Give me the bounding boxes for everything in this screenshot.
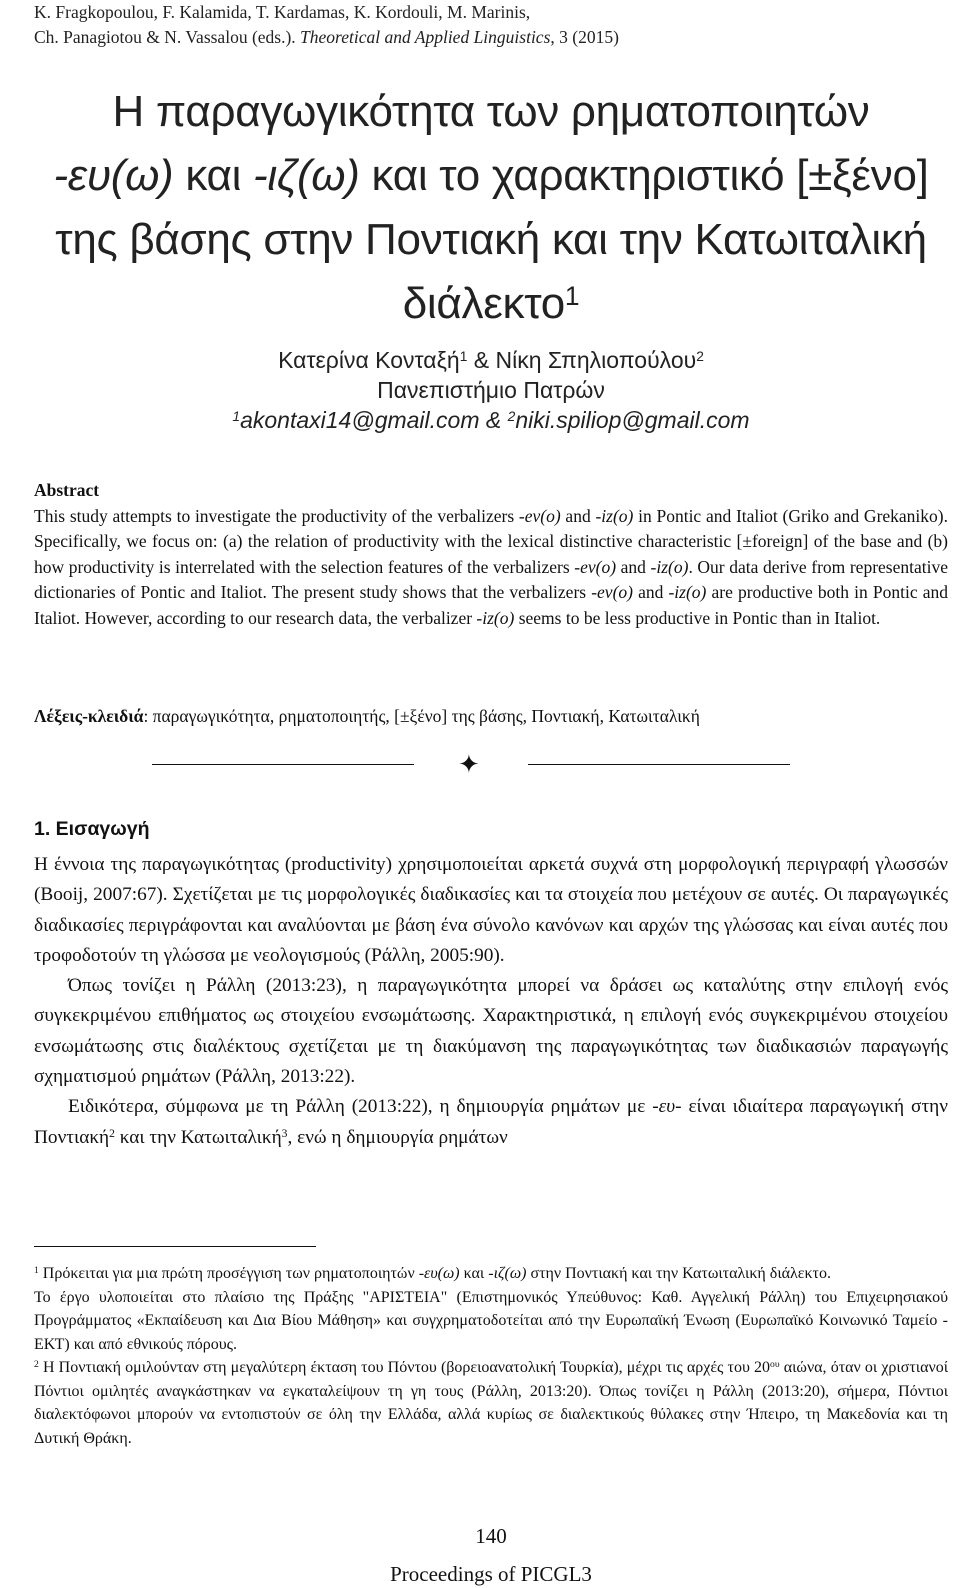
footnote-ref[interactable]: 2 <box>109 1126 115 1140</box>
abstract-segment: in Pontic and Italiot (Griko and Grekaniko). Specifically, we focus on: (a) the relation of productivity with the lexical distinctive characteristic [±foreign] of the base and (b) how productivity is interrelated with the selection features of the verbalizers <box>34 505 948 577</box>
paragraph: Όπως τονίζει η Ράλλη (2013:23), η παραγωγικότητα μπορεί να δράσει ως καταλύτης στην επιλογή ενός συγκεκριμένου επιθήματος ως στοιχείου ενσωμάτωσης. Χαρακτηριστικά, η επιλογή ενός συγκεκριμένου στοιχείου ενσωμάτωσης στις διαλέκτους σχετίζεται με τη διακύμανση της παραγωγικότητας των διαδικασιών παραγωγής σχηματισμού ρημάτων (Ράλλη, 2013:22). <box>34 975 948 1088</box>
footnote-1 <box>34 1262 948 1286</box>
abstract-term: -iz(o) <box>668 582 707 602</box>
paragraph-segment: είναι ιδιαίτερα παραγωγική στην Ποντιακή <box>34 1096 948 1148</box>
separator-rule-right <box>528 764 790 765</box>
section-heading: 1. Εισαγωγή <box>34 818 150 840</box>
abstract-segment: and <box>632 582 669 602</box>
title-suffix: -ιζ(ω) <box>253 151 360 200</box>
keywords <box>34 704 948 729</box>
abstract-term: -ev(o) <box>518 505 561 526</box>
footnote-segment: και <box>459 1265 489 1282</box>
title-part: και <box>173 151 254 200</box>
affiliation: Πανεπιστήμιο Πατρών <box>377 377 605 403</box>
author-name: Νίκη Σπηλιοπούλου <box>495 347 697 373</box>
footnotes <box>34 1262 948 1450</box>
footnote-1-funding: Το έργο υλοποιείται στο πλαίσιο της Πράξης "ΑΡΙΣΤΕΙΑ" (Επιστημονικός Υπεύθυνος: Καθ. Αγγελική Ράλλη) του Επιχειρησιακού Προγράμματος «Εκπαίδευση και Δια Βίου Μάθηση» και συγχρηματοδοτείται από την Ευρωπαϊκή Ένωση (Ευρωπαϊκό Κοινωνικό Ταμείο - ΕΚΤ) και από εθνικούς πόρους. <box>34 1288 948 1353</box>
email-link[interactable]: akontaxi14@gmail.com <box>240 407 480 433</box>
footnote-segment: στην Ποντιακή και την Κατωιταλική διάλεκτο. <box>526 1265 831 1282</box>
title-suffix: -ευ(ω) <box>53 151 174 200</box>
header-editors: K. Fragkopoulou, F. Kalamida, T. Kardamas, K. Kordouli, M. Marinis, <box>34 2 531 22</box>
journal-name: Theoretical and Applied Linguistics <box>300 27 551 47</box>
footnote-rule <box>34 1246 316 1247</box>
journal-volume: , 3 (2015) <box>550 27 619 47</box>
paragraph-segment: , ενώ η δημιουργία ρημάτων <box>287 1126 508 1148</box>
author-name: Κατερίνα Κονταξή <box>278 347 460 373</box>
paragraph-segment: και την Κατωιταλική <box>114 1126 282 1148</box>
abstract-segment: and <box>616 556 651 577</box>
title-footnote-mark[interactable]: 1 <box>564 280 580 311</box>
abstract-term: -iz(o) <box>595 505 634 526</box>
footnote-term: -ιζ(ω) <box>488 1265 527 1282</box>
keywords-list: : παραγωγικότητα, ρηματοποιητής, [±ξένο] της βάσης, Ποντιακή, Κατωιταλική <box>143 706 700 726</box>
header-editors-cont: Ch. Panagiotou & N. Vassalou (eds.). <box>34 27 301 47</box>
affiliation-mark: 2 <box>696 349 704 365</box>
keywords-label: Λέξεις-κλειδιά <box>34 706 144 726</box>
page-number: 140 <box>475 1524 507 1548</box>
footnote-mark: 1 <box>34 1265 39 1277</box>
abstract-term: -iz(o) <box>650 556 689 577</box>
abstract-block <box>34 478 948 631</box>
footnote-segment: Η Ποντιακή ομιλούνταν στη μεγαλύτερη έκταση του Πόντου (βορειοανατολική Τουρκία), μέχρι τις αρχές του 20 <box>38 1359 771 1376</box>
header-citation <box>34 25 619 50</box>
footnote-ref[interactable]: 3 <box>281 1126 288 1140</box>
paragraph: Η έννοια της παραγωγικότητας (productivity) χρησιμοποιείται αρκετά συχνά στη μορφολογική περιγραφή γλωσσών (Booij, 2007:67). Σχετίζεται με τις μορφολογικές διαδικασίες και τα στοιχεία που μετέχουν σε αυτές. Οι παραγωγικές διαδικασίες περιγράφονται και αναλύονται με βάση ένα σύνολο κανόνων και αρχών της γλώσσας και είναι αυτές που τροφοδοτούν τη γλώσσα με νεολογισμούς (Ράλλη, 2005:90). <box>34 854 948 966</box>
email-link[interactable]: niki.spiliop@gmail.com <box>515 407 750 433</box>
footnote-term: -ευ(ω) <box>418 1265 460 1282</box>
paragraph <box>34 1092 948 1153</box>
suffix-term: -ευ- <box>652 1096 682 1118</box>
abstract-term: -iz(o) <box>476 607 515 628</box>
abstract-text <box>34 504 948 632</box>
title-part: και το χαρακτηριστικό [±ξένο] της βάσης στην Ποντιακή και την Κατωιταλική διάλεκτο <box>55 151 929 328</box>
paragraph-segment: Ειδικότερα, σύμφωνα με τη Ράλλη (2013:22), η δημιουργία ρημάτων με <box>68 1096 653 1118</box>
footnote-segment: αιώνα, όταν οι χριστιανοί Πόντιοι ομιλητές αναγκάστηκαν να εγκαταλείψουν τη γη τους (Ράλλη, 2013:20). Όπως τονίζει η Ράλλη (2013:20), σήμερα, Πόντιοι διαλεκτόφωνοι μπορούν να εντοπιστούν σε όλη την Ελλάδα, αλλά κυρίως σε διαλεκτικούς θύλακες στην Ήπειρο, τη Μακεδονία και τη Δυτική Θράκη. <box>34 1359 949 1447</box>
author-emails <box>34 405 948 435</box>
star-ornament-icon: ✦ <box>458 750 480 780</box>
abstract-segment: This study attempts to investigate the productivity of the verbalizers <box>34 505 519 526</box>
title-part: Η παραγωγικότητα των ρηματοποιητών <box>112 87 870 136</box>
footnote-mark: 2 <box>34 1359 39 1371</box>
separator-rule-left <box>152 764 414 765</box>
abstract-segment: and <box>560 505 596 526</box>
footnote-2 <box>34 1356 948 1450</box>
abstract-term: -ev(o) <box>574 556 617 577</box>
abstract-segment: . Our data derive from representative dictionaries of Pontic and Italiot. The present study shows that the verbalizers <box>34 556 948 602</box>
section-separator <box>34 752 948 782</box>
abstract-term: -ev(o) <box>591 582 633 602</box>
footnote-segment: Πρόκειται για μια πρώτη προσέγγιση των ρηματοποιητών <box>38 1265 419 1282</box>
body-text <box>34 850 948 1153</box>
paper-title <box>34 80 948 336</box>
author-block <box>34 345 948 435</box>
abstract-segment: are productive both in Pontic and Italiot. However, according to our research data, the verbalizer <box>34 582 948 628</box>
email-separator: & <box>479 407 508 433</box>
abstract-heading: Abstract <box>34 480 100 500</box>
abstract-segment: seems to be less productive in Pontic than in Italiot. <box>514 607 881 628</box>
ordinal-suffix: ου <box>770 1359 780 1371</box>
running-header <box>34 0 619 50</box>
author-separator: & <box>467 347 496 373</box>
email-mark: 1 <box>232 409 241 425</box>
email-mark: 2 <box>507 409 516 425</box>
author-names <box>34 345 948 375</box>
affiliation-mark: 1 <box>459 349 468 365</box>
proceedings-footer: Proceedings of PICGL3 <box>390 1562 592 1586</box>
